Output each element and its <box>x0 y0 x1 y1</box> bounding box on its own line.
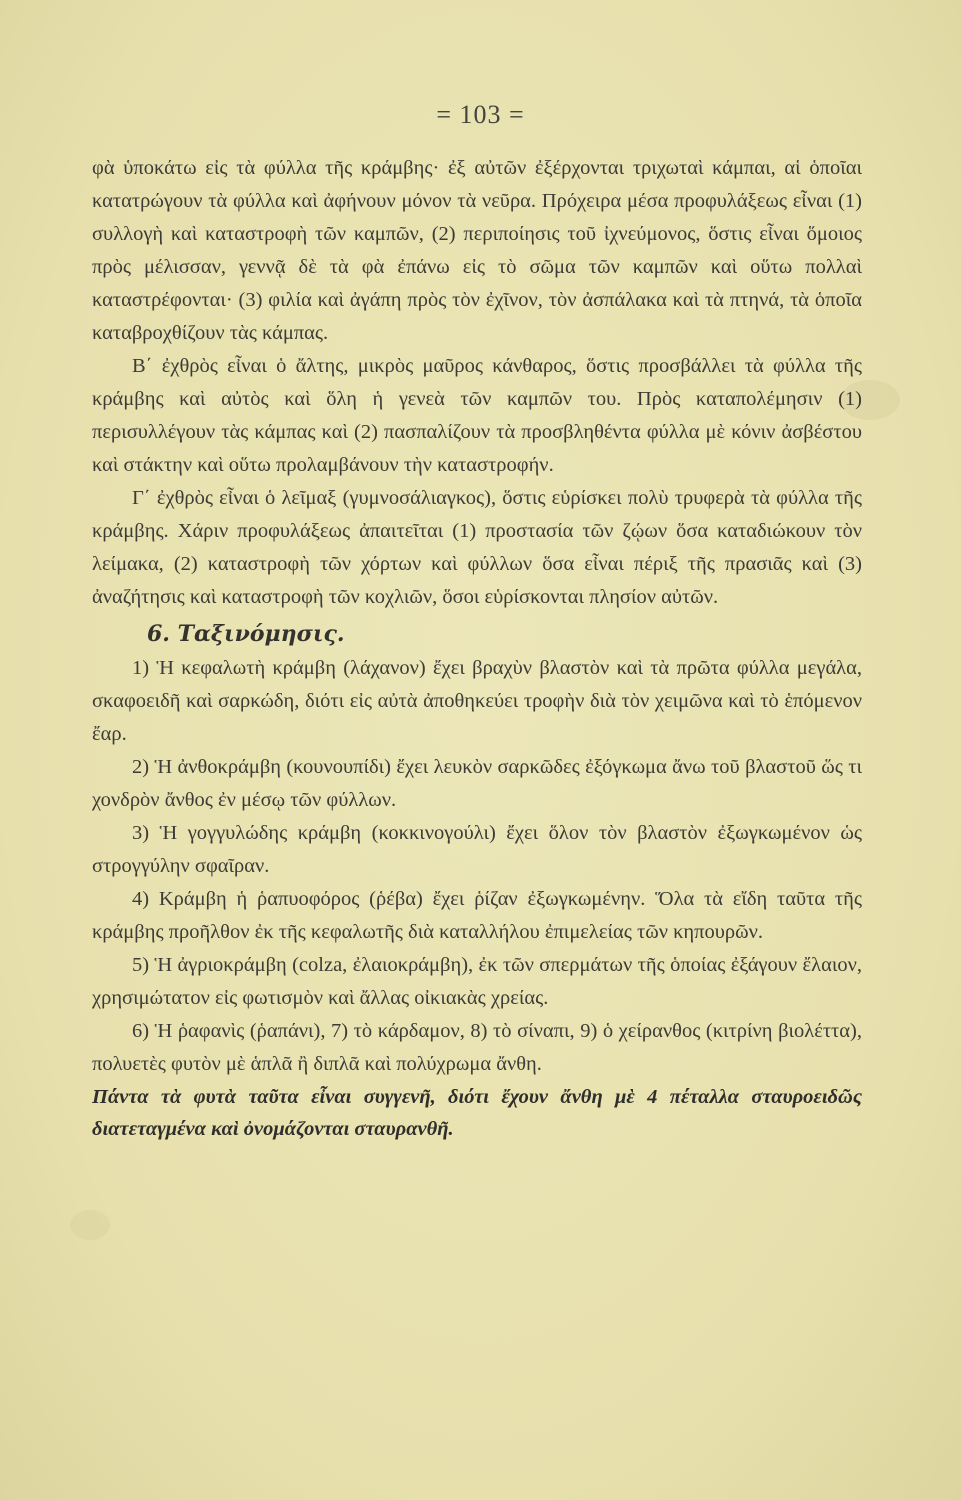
list-item: 5) Ἡ ἀγριοκράμβη (colza, ἐλαιοκράμβη), ἐκ τῶν σπερμάτων τῆς ὁποίας ἐξάγουν ἔλαιον, χρησιμώτατον εἰς φωτισμὸν καὶ ἄλλας οἰκιακὰς χρείας. <box>92 954 862 1009</box>
paragraph-caterpillars: φὰ ὑποκάτω εἰς τὰ φύλλα τῆς κράμβης· ἐξ αὐτῶν ἐξέρχονται τριχωταὶ κάμπαι, αἱ ὁποῖαι κατατρώγουν τὰ φύλλα καὶ ἀφήνουν μόνον τὰ νεῦρα. Πρόχειρα μέσα προφυλάξεως εἶναι (1) συλλογὴ καὶ καταστροφὴ τῶν καμπῶν, (2) περιποίησις τοῦ ἰχνεύμονος, ὅστις εἶναι ὅμοιος πρὸς μέλισσαν, γεννᾷ δὲ τὰ φὰ ἐπάνω εἰς τὸ σῶμα τῶν καμπῶν καὶ οὕτω πολλαὶ καταστρέφονται· (3) φιλία καὶ ἀγάπη πρὸς τὸν ἐχῖνον, τὸν ἀσπάλακα καὶ τὰ πτηνά, τὰ ὁποῖα καταβροχθίζουν τὰς κάμπας. <box>92 157 862 344</box>
page-number: = 103 = <box>436 100 525 129</box>
page-body <box>92 152 862 1145</box>
classification-list <box>92 652 862 1081</box>
list-item: 1) Ἡ κεφαλωτὴ κράμβη (λάχανον) ἔχει βραχὺν βλαστὸν καὶ τὰ πρῶτα φύλλα μεγάλα, σκαφοειδῆ καὶ σαρκώδη, διότι εἰς αὐτὰ ἀποθηκεύει τροφὴν διὰ τὸν χειμῶνα καὶ τὸ ἑπόμενον ἔαρ. <box>92 657 862 745</box>
list-item: 4) Κράμβη ἡ ῥαπυοφόρος (ῥέβα) ἔχει ῥίζαν ἐξωγκωμένην. Ὅλα τὰ εἴδη ταῦτα τῆς κράμβης προῆλθον ἐκ τῆς κεφαλωτῆς διὰ καταλλήλου ἐπιμελείας τῶν κηπουρῶν. <box>92 888 862 943</box>
paragraph-flea-beetle: Β΄ ἐχθρὸς εἶναι ὁ ἄλτης, μικρὸς μαῦρος κάνθαρος, ὅστις προσβάλλει τὰ φύλλα τῆς κράμβης καὶ αὐτὸς καὶ ὅλη ἡ γενεὰ τῶν καμπῶν του. Πρὸς καταπολέμησιν (1) περισυλλέγουν τὰς κάμπας καὶ (2) πασπαλίζουν τὰ προσβληθέντα φύλλα μὲ κόνιν ἀσβέστου καὶ στάκτην καὶ οὕτω προλαμβάνουν τὴν καταστροφήν. <box>92 355 862 476</box>
list-item: 3) Ἡ γογγυλώδης κράμβη (κοκκινογούλι) ἔχει ὅλον τὸν βλαστὸν ἐξωγκωμένον ὡς στρογγύλην σφαῖραν. <box>92 822 862 877</box>
paper-stain <box>70 1210 110 1240</box>
paragraph-slug: Γ΄ ἐχθρὸς εἶναι ὁ λεῖμαξ (γυμνοσάλιαγκος), ὅστις εὑρίσκει πολὺ τρυφερὰ τὰ φύλλα τῆς κράμβης. Χάριν προφυλάξεως ἀπαιτεῖται (1) προστασία τῶν ζῴων ὅσα καταδιώκουν τὸν λείμακα, (2) καταστροφὴ τῶν χόρτων καὶ φύλλων ὅσα εἶναι πέριξ τῆς πρασιᾶς καὶ (3) ἀναζήτησις καὶ καταστροφὴ τῶν κοχλιῶν, ὅσοι εὑρίσκονται πλησίον αὐτῶν. <box>92 487 862 608</box>
section-heading-classification: 6. Ταξινόμησις. <box>147 621 345 647</box>
conclusion-text: Πάντα τὰ φυτὰ ταῦτα εἶναι συγγενῆ, διότι ἔχουν ἄνθη μὲ 4 πέταλλα σταυροειδῶς διατεταγμένα καὶ ὀνομάζονται σταυρανθῆ. <box>92 1086 862 1140</box>
list-item: 2) Ἡ ἀνθοκράμβη (κουνουπίδι) ἔχει λευκὸν σαρκῶδες ἐξόγκωμα ἄνω τοῦ βλαστοῦ ὥς τι χονδρὸν ἄνθος ἐν μέσῳ τῶν φύλλων. <box>92 756 862 811</box>
list-item: 6) Ἡ ῥαφανὶς (ῥαπάνι), 7) τὸ κάρδαμον, 8) τὸ σίναπι, 9) ὁ χείρανθος (κιτρίνη βιολέττα), πολυετὲς φυτὸν μὲ ἁπλᾶ ἢ διπλᾶ καὶ πολύχρωμα ἄνθη. <box>92 1020 862 1075</box>
